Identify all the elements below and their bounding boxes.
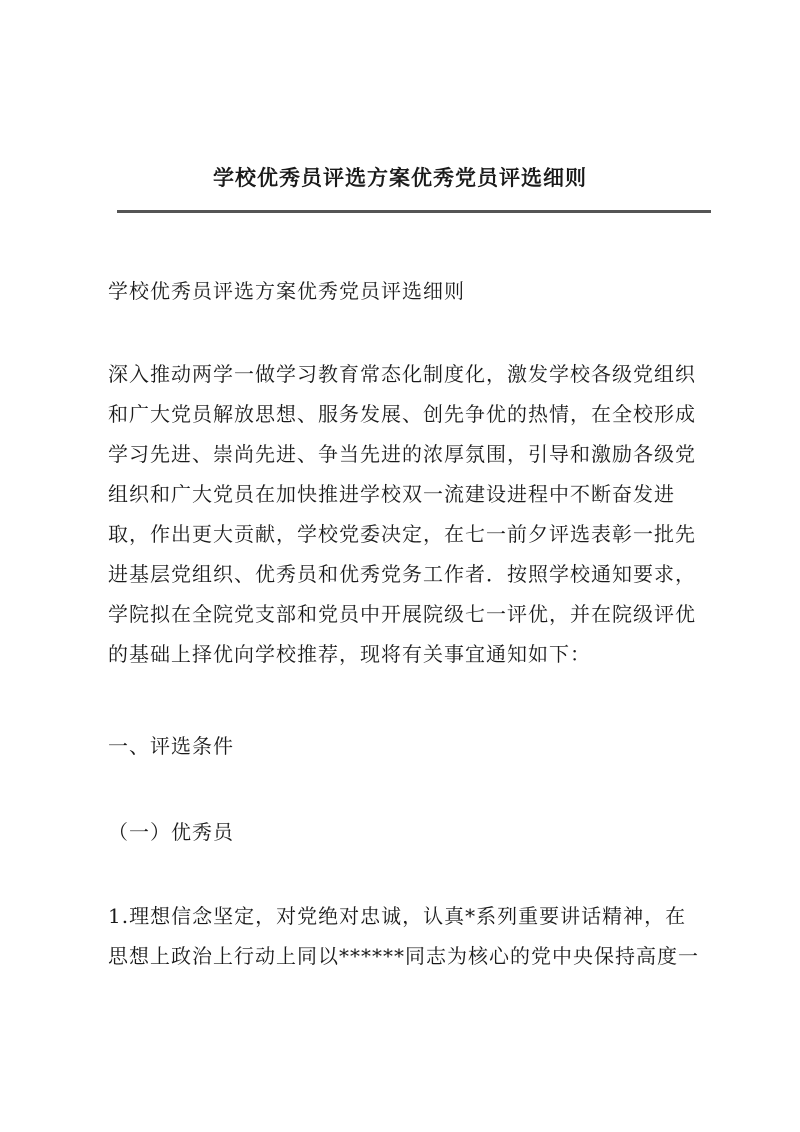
paragraph-line: 深入推动两学一做学习教育常态化制度化，激发学校各级党组织 xyxy=(108,362,696,386)
title-divider xyxy=(117,210,711,213)
paragraph-line: 学习先进、崇尚先进、争当先进的浓厚氛围，引导和激励各级党 xyxy=(108,442,696,466)
section-heading xyxy=(108,726,708,766)
subtitle-text: 学校优秀员评选方案优秀党员评选细则 xyxy=(108,279,465,303)
intro-paragraph xyxy=(108,354,708,674)
paragraph-line: 进基层党组织、优秀员和优秀党务工作者．按照学校通知要求， xyxy=(108,562,696,586)
paragraph-line: 1.理想信念坚定，对党绝对忠诚，认真*系列重要讲话精神，在 xyxy=(108,904,687,928)
subsection-heading-text: （一）优秀员 xyxy=(108,820,234,844)
paragraph-line: 的基础上择优向学校推荐，现将有关事宜通知如下： xyxy=(108,642,591,666)
paragraph-line: 组织和广大党员在加快推进学校双一流建设进程中不断奋发进 xyxy=(108,482,675,506)
paragraph-line: 思想上政治上行动上同以******同志为核心的党中央保持高度一 xyxy=(108,944,699,968)
section-heading-text: 一、评选条件 xyxy=(108,734,234,758)
page-title: 学校优秀员评选方案优秀党员评选细则 xyxy=(213,165,587,190)
paragraph-line: 学院拟在全院党支部和党员中开展院级七一评优，并在院级评优 xyxy=(108,602,696,626)
paragraph-line: 取，作出更大贡献，学校党委决定，在七一前夕评选表彰一批先 xyxy=(108,522,696,546)
document-subtitle xyxy=(108,271,708,311)
criteria-item-1 xyxy=(108,896,708,976)
subsection-heading xyxy=(108,812,708,852)
paragraph-line: 和广大党员解放思想、服务发展、创先争优的热情，在全校形成 xyxy=(108,402,696,426)
